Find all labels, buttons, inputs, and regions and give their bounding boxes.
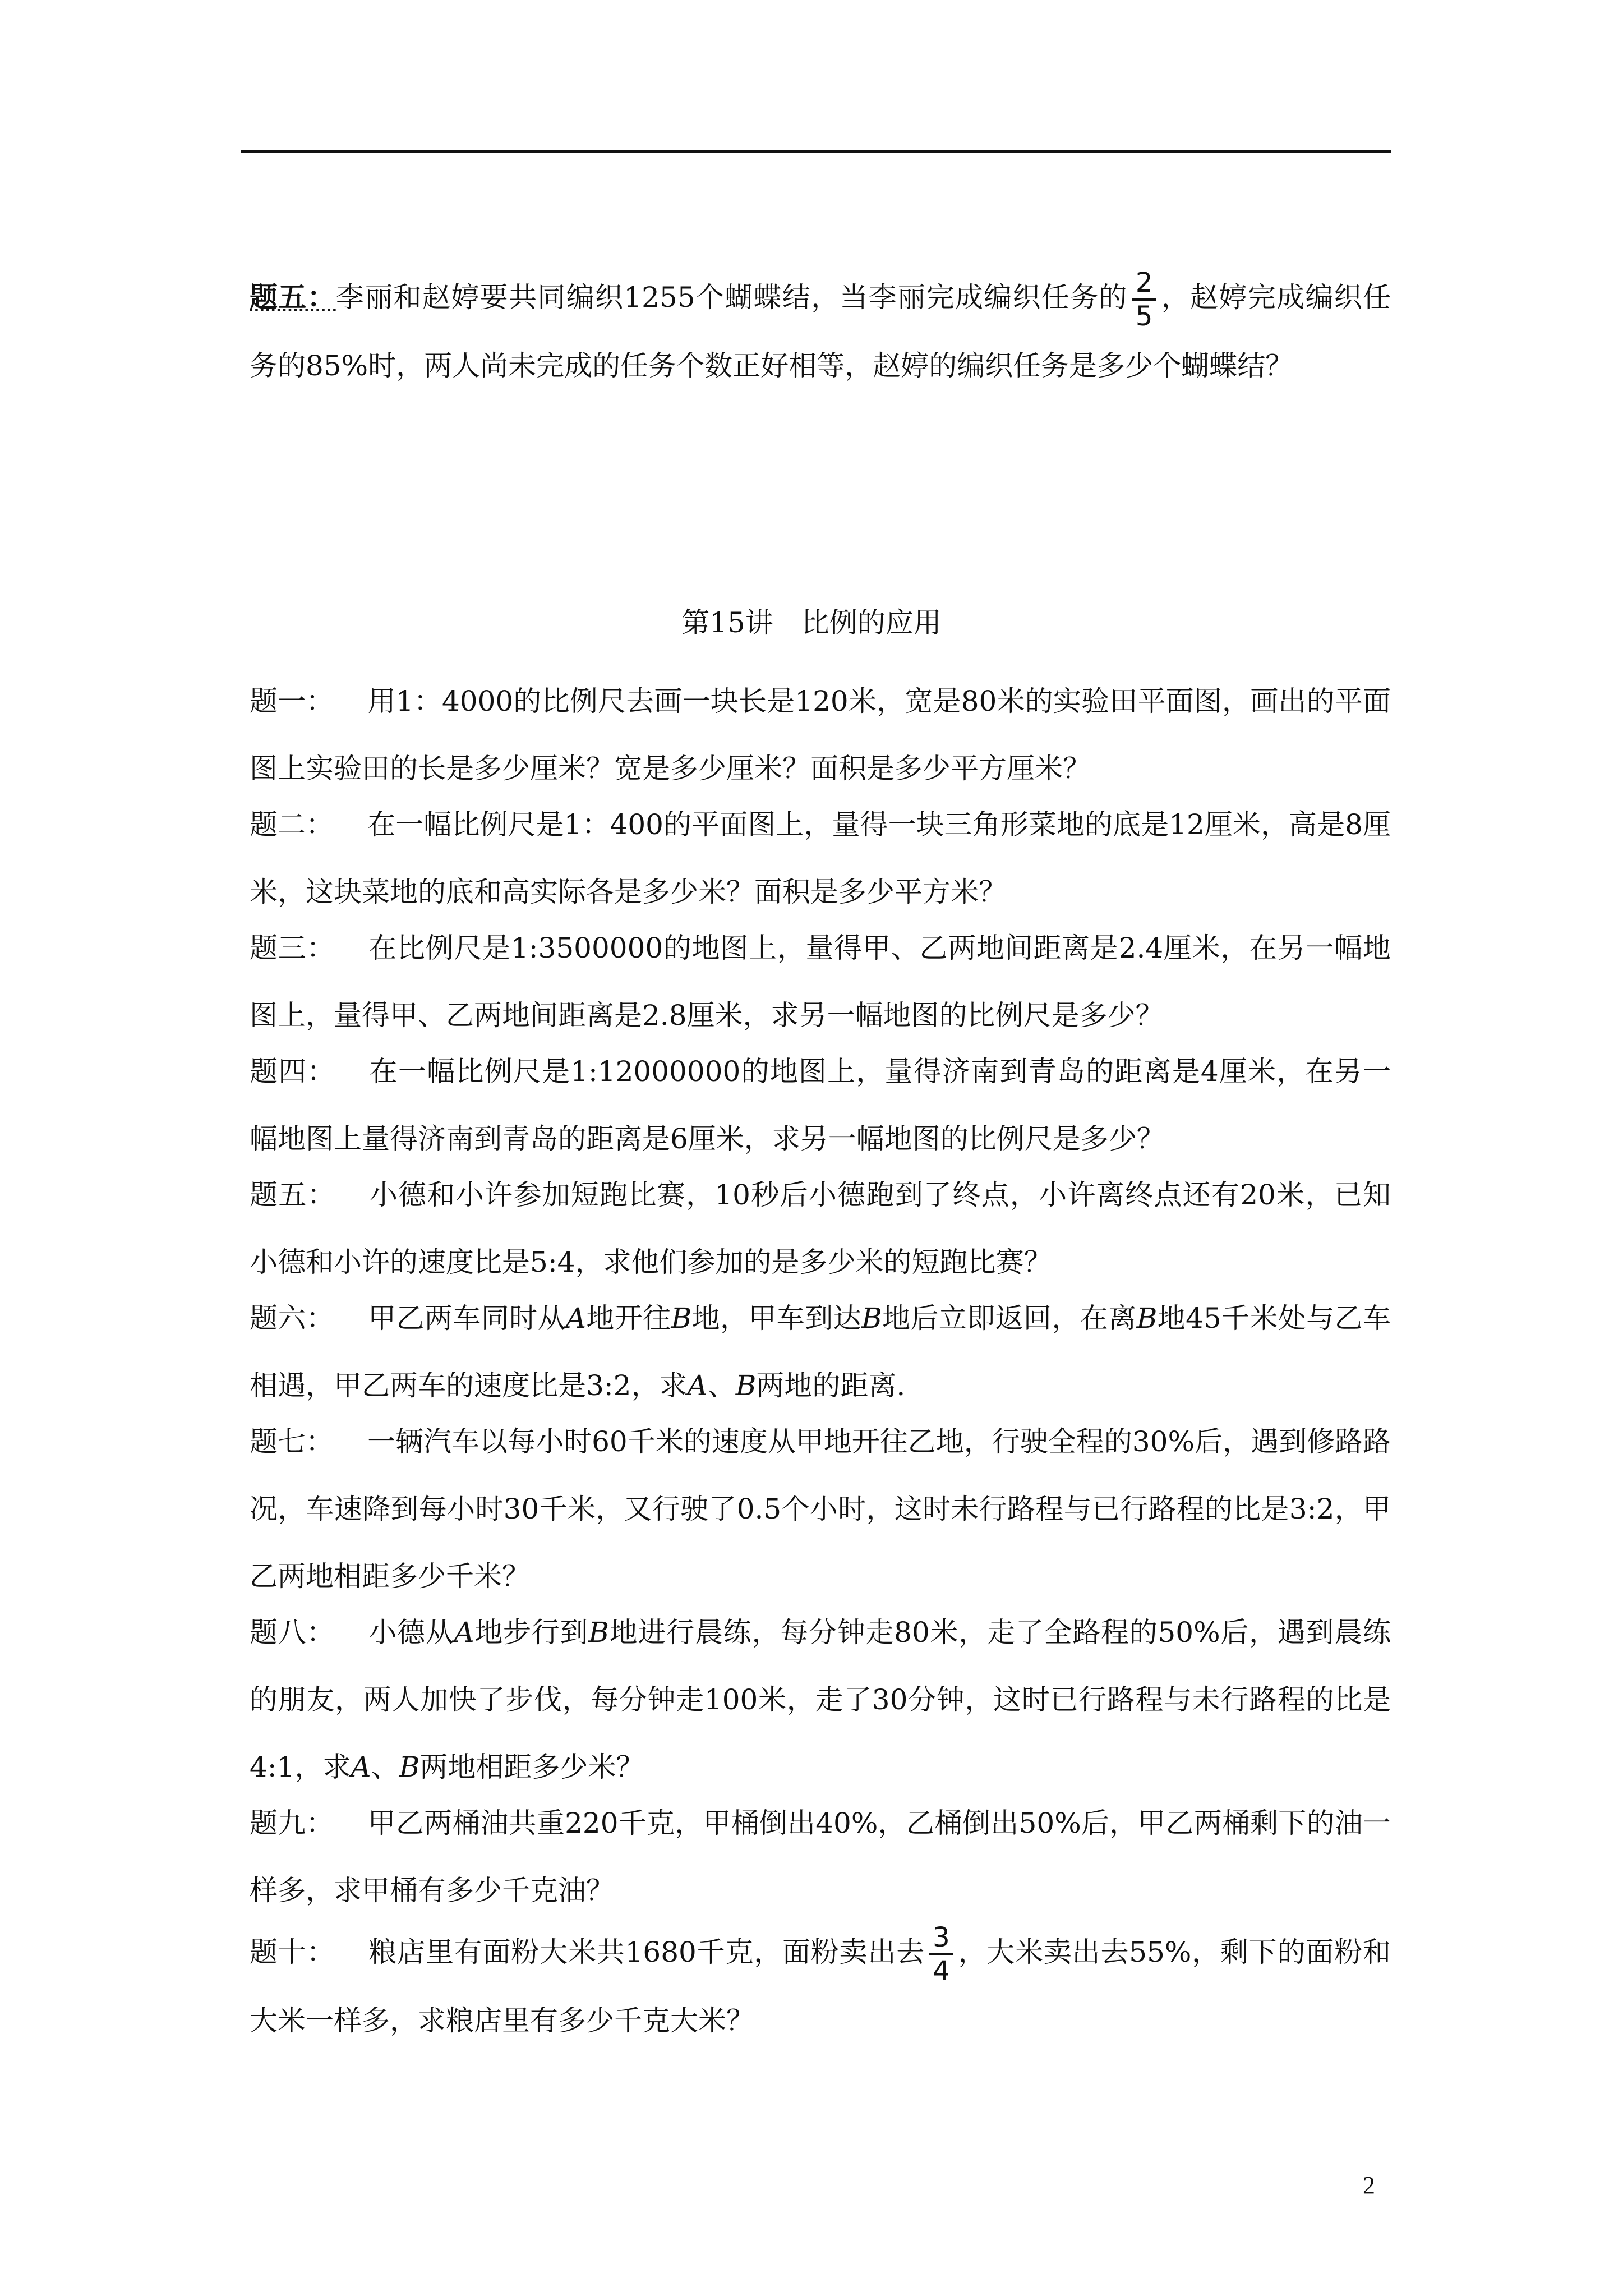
problem-10 [250,1918,1391,2054]
problem-1 [250,668,1391,802]
problem-4 [250,1038,1391,1172]
fraction-numerator: 3 [929,1922,953,1955]
problem-label: 题七： [250,1425,334,1458]
problem-label: 题五： [250,280,336,314]
problem-text: 小德从A地步行到B地进行晨练，每分钟走80米，走了全路程的50%后，遇到晨练的朋友，两人加快了步伐，每分钟走100米，走了30分钟，这时已行路程与未行路程的比是4:1，求A、B两地相距多少米？ [250,1616,1391,1783]
problem-label: 题二： [250,808,334,841]
problem-text: 在一幅比例尺是1:12000000的地图上，量得济南到青岛的距离是4厘米，在另一幅地图上量得济南到青岛的距离是6厘米，求另一幅地图的比例尺是多少？ [250,1055,1391,1155]
problem-text: 李丽和赵婷要共同编织1255个蝴蝶结，当李丽完成编织任务的 [336,281,1128,314]
problem-text: 一辆汽车以每小时60千米的速度从甲地开往乙地，行驶全程的30%后，遇到修路路况，车速降到每小时30千米，又行驶了0.5个小时，这时未行路程与已行路程的比是3:2，甲乙两地相距多少千米？ [250,1425,1391,1593]
fraction-denominator: 5 [1135,301,1153,332]
problem-text: 甲乙两车同时从A地开往B地，甲车到达B地后立即返回，在离B地45千米处与乙车相遇，甲乙两车的速度比是3:2，求A、B两地的距离. [250,1302,1391,1402]
section-title: 第15讲 比例的应用 [681,606,942,639]
problem-5 [250,1161,1391,1296]
problem-label: 题六： [250,1302,335,1335]
fraction [929,1922,953,1987]
problem-label: 题八： [250,1616,335,1649]
problem-text: 用1：4000的比例尺去画一块长是120米，宽是80米的实验田平面图，画出的平面图上实验田的长是多少厘米？宽是多少厘米？面积是多少平方厘米？ [250,685,1391,785]
fraction [1132,267,1156,332]
problem-text: 粮店里有面粉大米共1680千克，面粉卖出去 [368,1936,925,1968]
problem-label: 题三： [250,932,335,964]
page-number: 2 [1363,2171,1375,2199]
problem-3 [250,914,1391,1049]
fraction-denominator: 4 [933,1955,950,1987]
problem-text: 甲乙两桶油共重220千克，甲桶倒出40%，乙桶倒出50%后，甲乙两桶剩下的油一样多，求甲桶有多少千克油？ [250,1807,1391,1907]
problem-9 [250,1789,1391,1924]
problem-label: 题九： [250,1807,334,1839]
problem-label: 题一： [250,685,334,717]
problem-label: 题十： [250,1936,335,1968]
problem-7 [250,1408,1391,1610]
header-rule [241,150,1391,153]
problem-text: 小德和小许参加短跑比赛，10秒后小德跑到了终点，小许离终点还有20米，已知小德和小许的速度比是5:4，求他们参加的是多少米的短跑比赛？ [250,1179,1391,1278]
problem-label: 题四： [250,1055,336,1088]
problem-text: ，大米卖出去55%，剩下的面粉和大米一样多，求粮店里有多少千克大米？ [250,1936,1391,2037]
problem-5-top [250,264,1391,399]
problem-8 [250,1599,1391,1801]
fraction-numerator: 2 [1132,267,1156,301]
problem-2 [250,791,1391,926]
problem-text: 在一幅比例尺是1：400的平面图上，量得一块三角形菜地的底是12厘米，高是8厘米，这块菜地的底和高实际各是多少米？面积是多少平方米？ [250,808,1391,908]
problem-text: ，赵婷完成编织任务的85%时，两人尚未完成的任务个数正好相等，赵婷的编织任务是多少个蝴蝶结？ [250,281,1391,382]
problem-text: 在比例尺是1:3500000的地图上，量得甲、乙两地间距离是2.4厘米，在另一幅地图上，量得甲、乙两地间距离是2.8厘米，求另一幅地图的比例尺是多少？ [250,932,1391,1032]
problem-6 [250,1285,1391,1419]
problem-label: 题五： [250,1179,336,1211]
